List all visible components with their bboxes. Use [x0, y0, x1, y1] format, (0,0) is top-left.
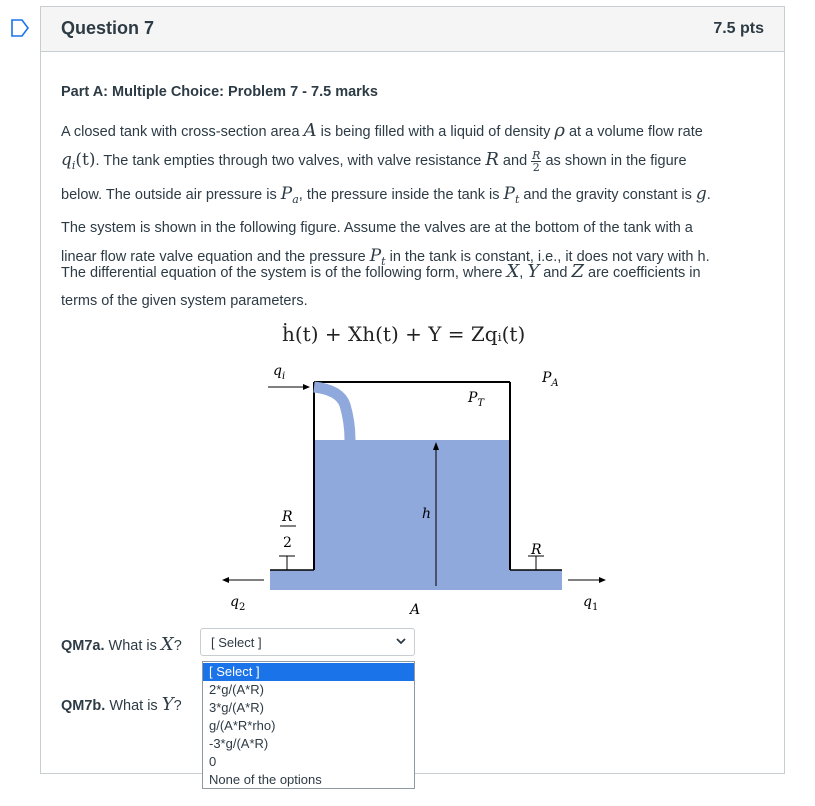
outlet-pipe-right: [509, 570, 562, 590]
question-points: 7.5 pts: [713, 20, 764, 37]
inlet-pipe: [314, 387, 350, 440]
qm7a-label: QM7a. What is X?: [61, 634, 182, 655]
outlet-pipe-left: [270, 570, 316, 590]
tank-figure: [200, 360, 620, 620]
dropdown-option[interactable]: 2*g/(A*R): [209, 682, 264, 697]
dropdown-option[interactable]: g/(A*R*rho): [209, 718, 276, 733]
right-valve-resistance: R: [531, 542, 542, 558]
equation-description: The differential equation of the system is of the following form, where X, Y and Z are coefficients in terms of the given system parameters.: [61, 261, 701, 309]
outside-pressure-label: $P_A$: [542, 370, 559, 389]
dropdown-option[interactable]: 3*g/(A*R): [209, 700, 264, 715]
problem-description: A closed tank with cross-section area A is being filled with a liquid of density ρ at a volume flow rate $q_i(t)$. The tank empties through two valves, with valve resistance R and $\frac{R}{2}$ as shown in the figure below. The outside air pressure is $P_a$, the pressure inside the tank is $P_t$ and the gravity constant is g. The system is shown in the following figure. Assume the valves are at the bottom of the tank with a linear flow rate valve equation and the pressure $P_t$ in the tank is constant, i.e., it does not vary with h.: [61, 120, 711, 268]
bookmark-icon[interactable]: [10, 19, 30, 37]
tank-liquid: [315, 440, 510, 590]
r-over-2-fraction: $\frac{R}{2}$: [532, 148, 541, 174]
dropdown-option[interactable]: [ Select ]: [203, 663, 414, 681]
dropdown-option[interactable]: None of the options: [209, 772, 322, 787]
inflow-label: $q_i$: [273, 363, 286, 382]
question-header: [41, 7, 784, 52]
question-title: Question 7: [61, 18, 155, 38]
height-label: h: [422, 506, 432, 522]
tank-pressure-label: $P_T$: [468, 390, 485, 409]
qm7a-dropdown-list: [202, 661, 415, 789]
qm7a-select[interactable]: [200, 628, 415, 656]
dropdown-option[interactable]: -3*g/(A*R): [209, 736, 269, 751]
left-valve-resistance-num: R: [282, 509, 293, 525]
qm7a-select-value: [ Select ]: [211, 635, 262, 650]
dropdown-option[interactable]: 0: [209, 754, 217, 769]
area-label: A: [410, 602, 421, 618]
left-valve-resistance-den: 2: [283, 535, 292, 551]
left-outflow-label: $q_2$: [230, 594, 246, 613]
chevron-down-icon: [396, 636, 406, 646]
qm7b-label: QM7b. What is Y?: [61, 694, 182, 715]
part-title: Part A: Multiple Choice: Problem 7 - 7.5 marks: [61, 84, 378, 100]
differential-equation: ḣ(t) + Xh(t) + Y = Zqᵢ(t): [282, 322, 526, 346]
right-outflow-label: $q_1$: [583, 594, 599, 613]
